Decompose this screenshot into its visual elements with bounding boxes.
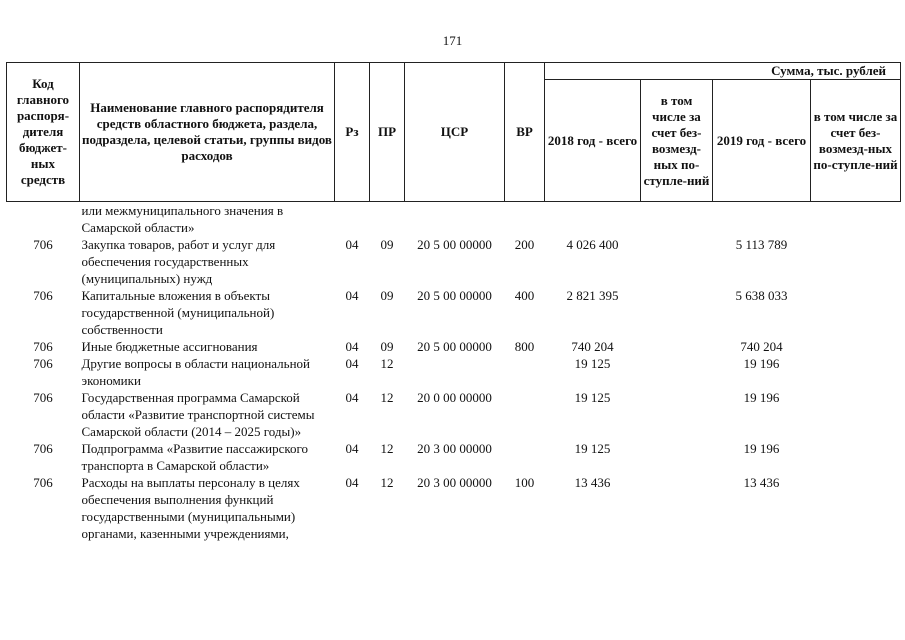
cell-pr [370,202,405,237]
cell-pr: 12 [380,441,394,456]
cell-rz: 04 [345,237,359,252]
header-code: Код главного распоря-дителя бюджет-ных средств [7,63,80,202]
cell-csr [405,202,505,237]
table-row [7,202,901,237]
cell-name: Закупка товаров, работ и услуг для обеспечения государственных (муниципальных) нужд [81,237,276,286]
cell-csr: 20 3 00 00000 [417,475,492,490]
header-sum-group: Сумма, тыс. рублей [545,63,901,80]
cell-rz: 04 [345,441,359,456]
cell-vr [505,440,545,474]
cell-2019-total: 5 113 789 [735,237,788,252]
table-row [7,338,901,355]
page-number: 171 [442,33,463,48]
header-2018-free: в том числе за счет без-возмезд-ных по-ступле-ний [641,80,713,202]
cell-vr: 200 [514,237,535,252]
table-row [7,474,901,542]
table-row [7,440,901,474]
budget-table [6,62,901,542]
cell-pr: 12 [380,475,394,490]
table-body [7,202,901,543]
cell-pr: 09 [380,339,394,354]
cell-2019-total [713,202,811,237]
header-pr: ПР [370,63,405,202]
cell-2019-free [811,355,901,389]
table-row [7,287,901,338]
cell-name: Иные бюджетные ассигнования [81,339,258,354]
cell-rz: 04 [345,288,359,303]
cell-rz: 04 [345,356,359,371]
cell-2018-total: 19 125 [574,390,611,405]
cell-2018-total: 13 436 [574,475,611,490]
cell-2019-free [811,236,901,287]
cell-code: 706 [33,288,53,303]
cell-csr [405,355,505,389]
cell-pr: 12 [380,390,394,405]
table-row [7,355,901,389]
cell-csr: 20 5 00 00000 [417,288,492,303]
cell-csr: 20 5 00 00000 [417,237,492,252]
cell-rz: 04 [345,390,359,405]
cell-pr: 09 [380,237,394,252]
cell-2019-free [811,474,901,542]
cell-pr: 12 [380,356,394,371]
cell-2019-free [811,338,901,355]
cell-2018-total: 4 026 400 [566,237,619,252]
cell-code: 706 [33,237,53,252]
cell-vr [505,389,545,440]
cell-2019-total: 19 196 [743,390,780,405]
cell-2018-free [641,202,713,237]
cell-code: 706 [33,475,53,490]
cell-2018-total: 2 821 395 [566,288,619,303]
cell-vr: 400 [514,288,535,303]
cell-2019-free [811,440,901,474]
table-row [7,236,901,287]
cell-2019-total: 13 436 [743,475,780,490]
cell-pr: 09 [380,288,394,303]
cell-name: Другие вопросы в области национальной экономики [81,356,310,388]
cell-2018-total [545,202,641,237]
cell-code: 706 [33,356,53,371]
cell-2019-total: 740 204 [740,339,783,354]
cell-name: или межмуниципального значения в Самарской области» [81,203,284,235]
cell-2019-total: 19 196 [743,356,780,371]
cell-2018-free [641,474,713,542]
cell-rz: 04 [345,475,359,490]
cell-2019-free [811,202,901,237]
cell-csr: 20 3 00 00000 [417,441,492,456]
cell-2019-total: 19 196 [743,441,780,456]
cell-vr: 800 [514,339,535,354]
cell-2018-total: 19 125 [574,441,611,456]
cell-code: 706 [33,441,53,456]
header-csr: ЦСР [405,63,505,202]
cell-2019-total: 5 638 033 [735,288,788,303]
cell-vr [505,202,545,237]
cell-name: Подпрограмма «Развитие пассажирского транспорта в Самарской области» [81,441,309,473]
cell-code: 706 [33,339,53,354]
cell-2018-free [641,287,713,338]
cell-2018-free [641,355,713,389]
header-vr: ВР [505,63,545,202]
cell-name: Расходы на выплаты персоналу в целях обеспечения выполнения функций государственными (муниципальными) органами, казенными учреждениями, [81,475,300,541]
cell-2018-total: 19 125 [574,356,611,371]
cell-2019-free [811,389,901,440]
header-2018-total: 2018 год - всего [545,80,641,202]
cell-vr [505,355,545,389]
cell-name: Капитальные вложения в объекты государственной (муниципальной) собственности [81,288,275,337]
cell-2018-free [641,236,713,287]
cell-2018-free [641,389,713,440]
table-row [7,389,901,440]
table-header [7,63,901,202]
header-2019-free: в том числе за счет без-возмезд-ных по-ступле-ний [811,80,901,202]
cell-2019-free [811,287,901,338]
cell-csr: 20 0 00 00000 [417,390,492,405]
header-name: Наименование главного распорядителя средств областного бюджета, раздела, подраздела, целевой статьи, группы видов расходов [80,63,335,202]
cell-2018-free [641,440,713,474]
cell-rz: 04 [345,339,359,354]
cell-csr: 20 5 00 00000 [417,339,492,354]
cell-code: 706 [33,390,53,405]
cell-vr: 100 [514,475,535,490]
header-rz: Рз [335,63,370,202]
cell-2018-free [641,338,713,355]
header-2019-total: 2019 год - всего [713,80,811,202]
cell-name: Государственная программа Самарской области «Развитие транспортной системы Самарской области (2014 – 2025 годы)» [81,390,315,439]
cell-2018-total: 740 204 [571,339,614,354]
cell-rz [335,202,370,237]
cell-code [7,202,80,237]
